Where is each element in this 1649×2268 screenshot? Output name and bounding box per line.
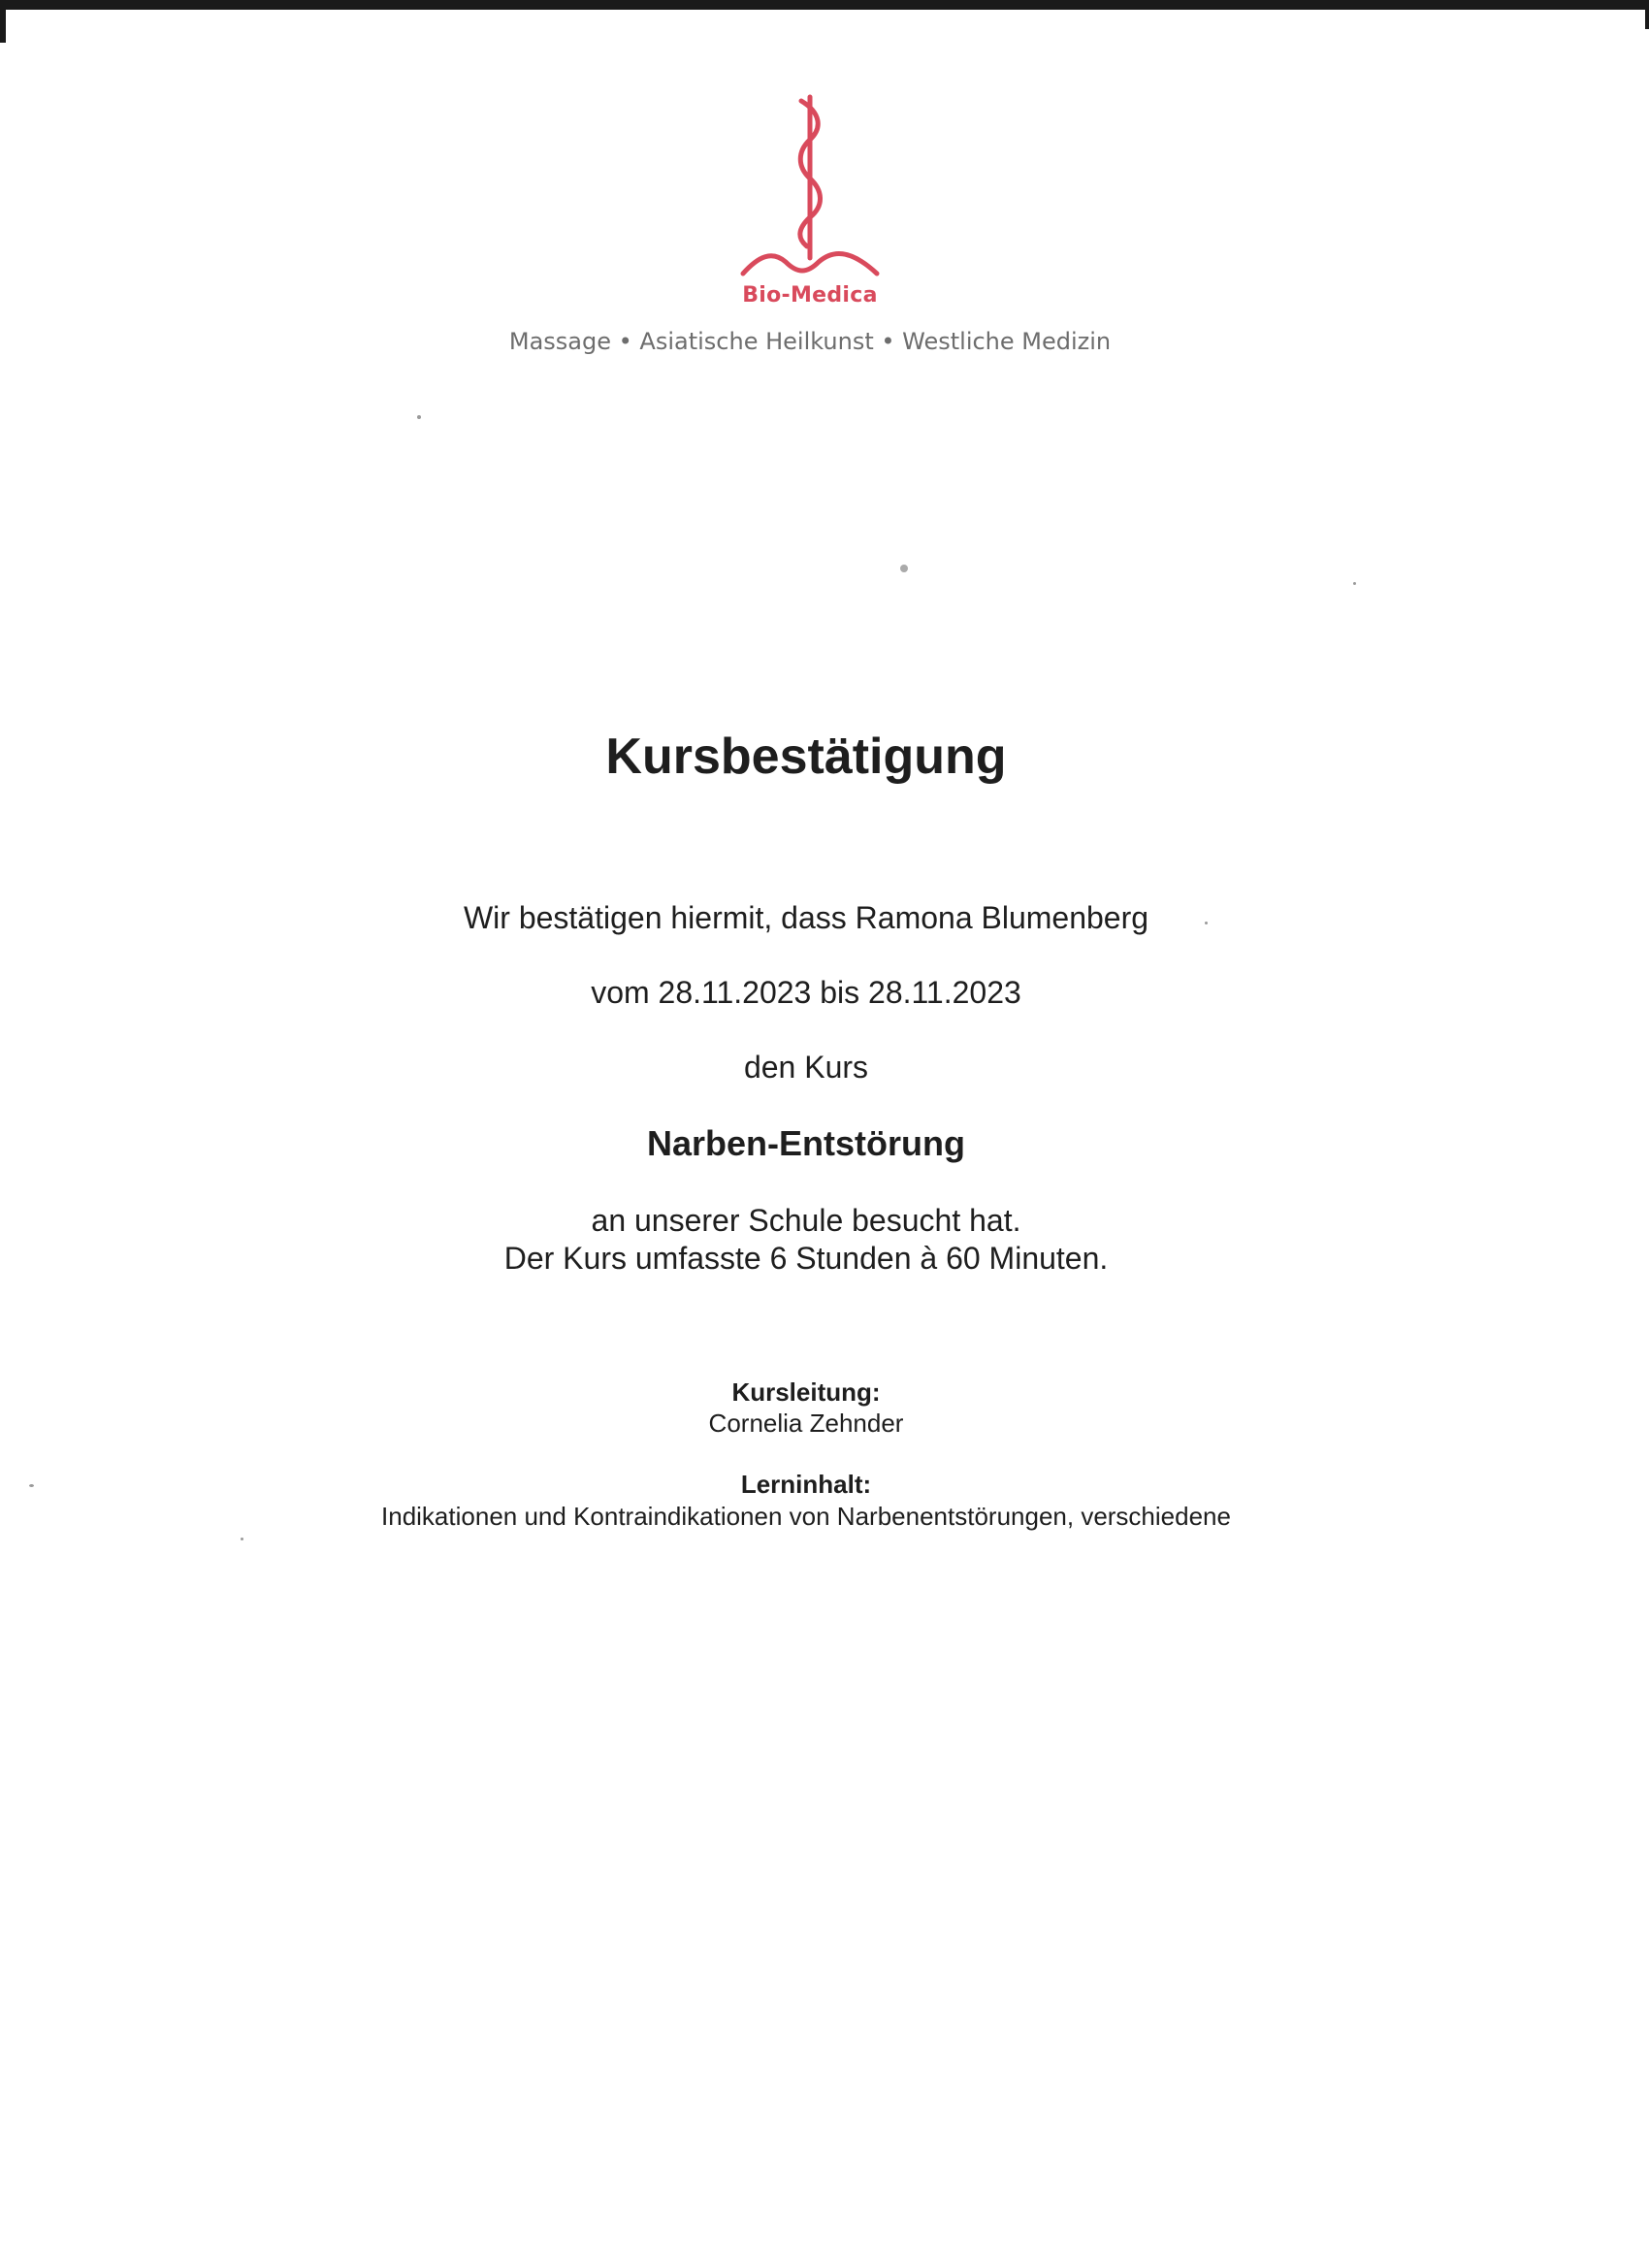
scan-speck [1353, 582, 1356, 585]
scan-edge-right [1645, 0, 1649, 29]
course-intro-line: den Kurs [743, 1050, 869, 1085]
scan-speck [1205, 922, 1208, 924]
brand-tagline: Massage • Asiatische Heilkunst • Westliche Medizin [508, 328, 1112, 355]
course-name: Narben-Entstörung [647, 1123, 965, 1163]
scan-edge-top [0, 0, 1649, 10]
instructor-name: Cornelia Zehnder [708, 1409, 904, 1438]
scan-speck [900, 565, 908, 572]
scan-edge-left [0, 0, 6, 43]
content-text: Indikationen und Kontraindikationen von Narbenentstörungen, verschiedene [381, 1502, 1231, 1531]
scan-speck [241, 1538, 243, 1540]
scan-speck [417, 415, 421, 419]
bio-medica-logo-icon [737, 93, 883, 287]
date-range-line: vom 28.11.2023 bis 28.11.2023 [591, 975, 1021, 1010]
content-label: Lerninhalt: [740, 1470, 872, 1499]
instructor-label: Kursleitung: [731, 1377, 881, 1407]
scan-speck [29, 1484, 34, 1487]
document-title: Kursbestätigung [605, 729, 1007, 785]
brand-name: Bio-Medica [742, 283, 878, 308]
duration-line: Der Kurs umfasste 6 Stunden à 60 Minuten. [503, 1241, 1109, 1276]
confirmation-line: Wir bestätigen hiermit, dass Ramona Blumenberg [463, 900, 1149, 935]
attendance-line: an unserer Schule besucht hat. [591, 1203, 1021, 1238]
